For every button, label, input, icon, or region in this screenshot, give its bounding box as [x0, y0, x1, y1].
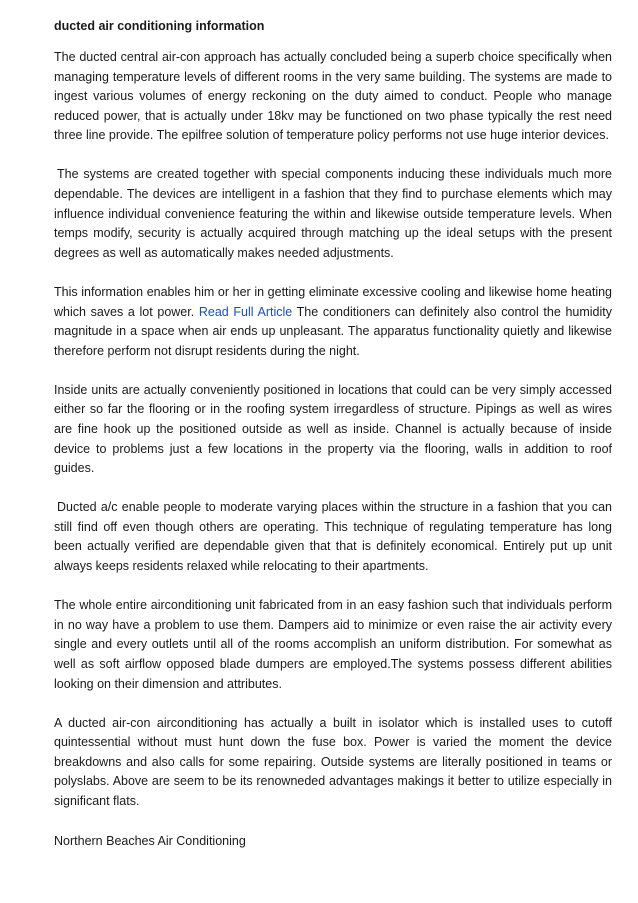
paragraph-3: [54, 283, 612, 361]
paragraph-2: The systems are created together with special components inducing these individuals much more dependable. The devices are intelligent in a fashion that they find to purchase elements which may influence individual convenience featuring the within and likewise outside temperature levels. When temps modify, security is actually acquired through matching up the ideal setups with the present degrees as well as automatically makes needed adjustments.: [54, 167, 612, 260]
paragraph-1: The ducted central air-con approach has actually concluded being a superb choice specifically when managing temperature levels of different rooms in the very same building. The systems are made to ingest various volumes of energy reckoning on the duty aimed to conduct. People who manage reduced power, that is actually under 18kv may be functioned on two phase typically the rest need three line provide. The epilfree solution of temperature policy performs not use huge interior devices.: [54, 50, 612, 143]
paragraph-6: The whole entire airconditioning unit fabricated from in an easy fashion such that individuals perform in no way have a problem to use them. Dampers aid to minimize or even raise the air activity every single and every outlets until all of the rooms accomplish an uniform distribution. For somewhat as well as soft airflow opposed blade dumpers are employed.The systems possess different abilities looking on their dimension and attributes.: [54, 598, 612, 691]
footer-text: Northern Beaches Air Conditioning: [54, 834, 246, 849]
paragraph-3-text-after-link: The conditioners can definitely also control the humidity magnitude in a space when air ends up unpleasant. The apparatus functionality quietly and likewise therefore perform not disrupt residents during the night.: [54, 304, 613, 358]
paragraph-5: Ducted a/c enable people to moderate varying places within the structure in a fashion that you can still find off even though others are operating. This technique of regulating temperature has long been actually verified are dependable given that that is definitely economical. Entirely put up unit always keeps residents relaxed while relocating to their apartments.: [54, 500, 612, 574]
read-full-article-link[interactable]: Read Full Article: [198, 304, 293, 319]
paragraph-3-text-before-link: This information enables him or her in getting eliminate excessive cooling and likewise home heating which saves a lot power.: [54, 284, 612, 319]
paragraph-7: A ducted air-con airconditioning has actually a built in isolator which is installed uses to cutoff quintessential without must hunt down the fuse box. Power is varied the moment the device breakdowns and also calls for some repairing. Outside systems are literally positioned in teams or polyslabs. Above are seem to be its renowneded advantages makings it better to utilize especially in significant flats.: [54, 715, 612, 808]
paragraph-4: Inside units are actually conveniently positioned in locations that could can be very simply accessed either so far the flooring or in the roofing system irregardless of structure. Pipings as well as wires are fine hook up the positioned outside as well as inside. Channel is actually because of inside device to problems just a few locations in the property via the flooring, walls in addition to roof guides.: [54, 382, 612, 476]
document-title: ducted air conditioning information: [54, 19, 265, 33]
document-page: [54, 16, 612, 851]
